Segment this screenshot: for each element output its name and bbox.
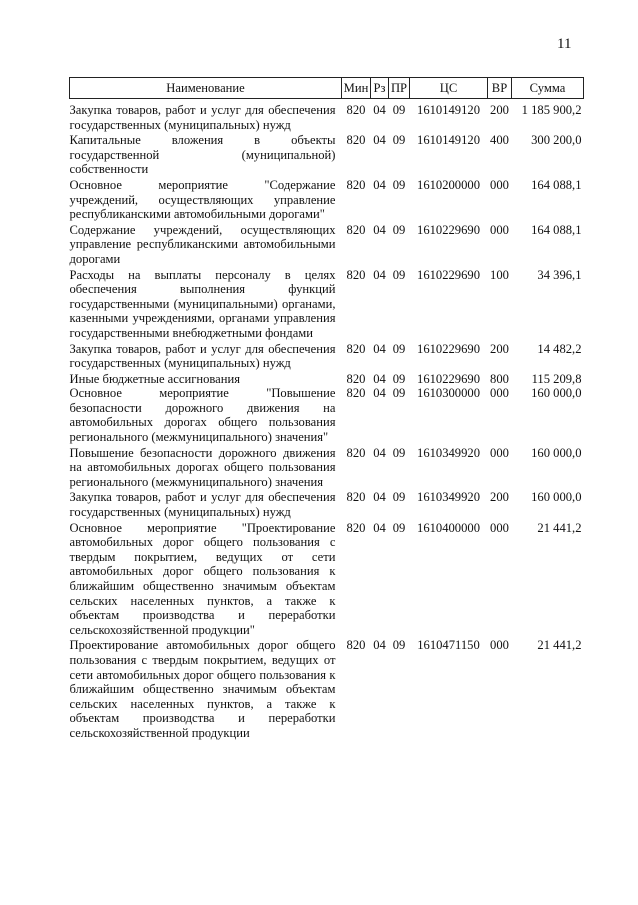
row-min: 820 xyxy=(346,133,366,148)
row-cs: 1610471150 xyxy=(417,638,480,653)
row-sum: 34 396,1 xyxy=(537,267,582,282)
row-min: 820 xyxy=(346,177,366,192)
row-name: Иные бюджетные ассигнования xyxy=(69,371,241,386)
row-rz: 04 xyxy=(373,490,386,505)
table-row xyxy=(70,222,584,267)
row-cs: 1610349920 xyxy=(417,445,480,460)
row-sum: 160 000,0 xyxy=(531,445,582,460)
budget-table xyxy=(69,77,584,741)
row-min: 820 xyxy=(346,445,366,460)
row-min: 820 xyxy=(346,267,366,282)
row-pr: 09 xyxy=(392,638,406,653)
table-row xyxy=(70,489,584,519)
table-row xyxy=(70,177,584,222)
row-vr: 000 xyxy=(490,177,509,192)
row-sum: 300 200,0 xyxy=(531,133,582,148)
row-sum: 14 482,2 xyxy=(537,341,582,356)
row-pr: 09 xyxy=(392,520,406,535)
table-row xyxy=(70,637,584,740)
row-sum: 160 000,0 xyxy=(531,490,582,505)
table-header-row xyxy=(70,78,584,99)
row-sum: 1 185 900,2 xyxy=(521,103,582,117)
row-sum: 164 088,1 xyxy=(531,177,582,192)
row-pr: 09 xyxy=(392,103,406,117)
table-row xyxy=(70,341,584,371)
row-rz: 04 xyxy=(373,638,386,653)
row-cs: 1610229690 xyxy=(417,267,480,282)
row-pr: 09 xyxy=(392,445,406,460)
row-vr: 000 xyxy=(490,445,509,460)
row-cs: 1610149120 xyxy=(417,103,480,117)
row-name: Капитальные вложения в объекты государственной (муниципальной) собственности xyxy=(69,133,336,177)
row-sum: 115 209,8 xyxy=(531,371,582,386)
header-sum: Сумма xyxy=(512,78,584,99)
row-min: 820 xyxy=(346,386,366,401)
row-pr: 09 xyxy=(392,490,406,505)
header-pr: ПР xyxy=(389,78,410,99)
header-rz: Рз xyxy=(371,78,389,99)
row-sum: 21 441,2 xyxy=(537,520,582,535)
row-vr: 200 xyxy=(490,103,509,117)
row-name: Закупка товаров, работ и услуг для обеспечения государственных (муниципальных) нужд xyxy=(69,490,336,520)
row-rz: 04 xyxy=(373,177,386,192)
row-cs: 1610229690 xyxy=(417,341,480,356)
row-cs: 1610349920 xyxy=(417,490,480,505)
row-rz: 04 xyxy=(373,103,386,117)
row-min: 820 xyxy=(346,222,366,237)
table-row xyxy=(70,99,584,133)
row-vr: 200 xyxy=(490,341,509,356)
header-cs: ЦС xyxy=(410,78,488,99)
row-cs: 1610200000 xyxy=(417,177,480,192)
row-cs: 1610229690 xyxy=(417,222,480,237)
row-vr: 000 xyxy=(490,222,509,237)
row-vr: 000 xyxy=(490,638,509,653)
row-min: 820 xyxy=(346,103,366,117)
row-sum: 160 000,0 xyxy=(531,386,582,401)
table-row xyxy=(70,132,584,177)
row-pr: 09 xyxy=(392,133,406,148)
row-sum: 164 088,1 xyxy=(531,222,582,237)
row-cs: 1610300000 xyxy=(417,386,480,401)
header-min: Мин xyxy=(342,78,371,99)
row-name: Проектирование автомобильных дорог общего пользования с твердым покрытием, ведущих от сети автомобильных дорог общего пользования к ближайшим общественно значимым объектам сельских населенных пунктов, а также к объектам производства и переработки сельскохозяйственной продукции xyxy=(69,638,336,740)
row-min: 820 xyxy=(346,638,366,653)
row-sum: 21 441,2 xyxy=(537,638,582,653)
row-rz: 04 xyxy=(373,520,386,535)
row-rz: 04 xyxy=(373,267,386,282)
row-pr: 09 xyxy=(392,177,406,192)
row-cs: 1610400000 xyxy=(417,520,480,535)
row-pr: 09 xyxy=(392,371,406,386)
row-pr: 09 xyxy=(392,222,406,237)
row-rz: 04 xyxy=(373,371,386,386)
row-name: Повышение безопасности дорожного движения на автомобильных дорогах общего пользования регионального (межмуниципального) значения xyxy=(69,445,336,489)
row-pr: 09 xyxy=(392,267,406,282)
header-vr: ВР xyxy=(488,78,512,99)
row-name: Закупка товаров, работ и услуг для обеспечения государственных (муниципальных) нужд xyxy=(69,103,336,132)
row-vr: 400 xyxy=(490,133,509,148)
table-row xyxy=(70,386,584,444)
page-number: 11 xyxy=(557,36,572,52)
row-rz: 04 xyxy=(373,341,386,356)
row-rz: 04 xyxy=(373,445,386,460)
row-vr: 000 xyxy=(490,520,509,535)
row-min: 820 xyxy=(346,341,366,356)
row-name: Основное мероприятие "Проектирование автомобильных дорог общего пользования с твердым покрытием, ведущих от сети автомобильных дорог общего пользования к ближайшим общественно значимым объектам сельских населенных пунктов, а также к объектам производства и переработки сельскохозяйственной продукции" xyxy=(69,520,336,637)
table-row xyxy=(70,445,584,490)
row-vr: 800 xyxy=(490,371,509,386)
row-name: Основное мероприятие "Повышение безопасности дорожного движения на автомобильных дорогах общего пользования регионального (межмуниципального) значения" xyxy=(69,386,336,445)
row-min: 820 xyxy=(346,371,366,386)
row-cs: 1610229690 xyxy=(417,371,480,386)
row-rz: 04 xyxy=(373,133,386,148)
row-rz: 04 xyxy=(373,222,386,237)
row-min: 820 xyxy=(346,520,366,535)
row-vr: 200 xyxy=(490,490,509,505)
header-name: Наименование xyxy=(70,78,342,99)
row-name: Закупка товаров, работ и услуг для обеспечения государственных (муниципальных) нужд xyxy=(69,341,336,371)
row-rz: 04 xyxy=(373,386,386,401)
row-pr: 09 xyxy=(392,341,406,356)
row-min: 820 xyxy=(346,490,366,505)
row-pr: 09 xyxy=(392,386,406,401)
table-row xyxy=(70,371,584,387)
row-name: Содержание учреждений, осуществляющих управление республиканскими автомобильными дорогами xyxy=(69,222,336,266)
row-vr: 100 xyxy=(490,267,509,282)
row-cs: 1610149120 xyxy=(417,133,480,148)
row-name: Расходы на выплаты персоналу в целях обеспечения выполнения функций государственными (муниципальными) органами, казенными учреждениями, органами управления государственными внебюджетными фондами xyxy=(69,267,336,340)
row-vr: 000 xyxy=(490,386,509,401)
table-row xyxy=(70,520,584,638)
row-name: Основное мероприятие "Содержание учреждений, осуществляющих управление республиканскими автомобильными дорогами" xyxy=(69,177,336,222)
table-row xyxy=(70,267,584,341)
